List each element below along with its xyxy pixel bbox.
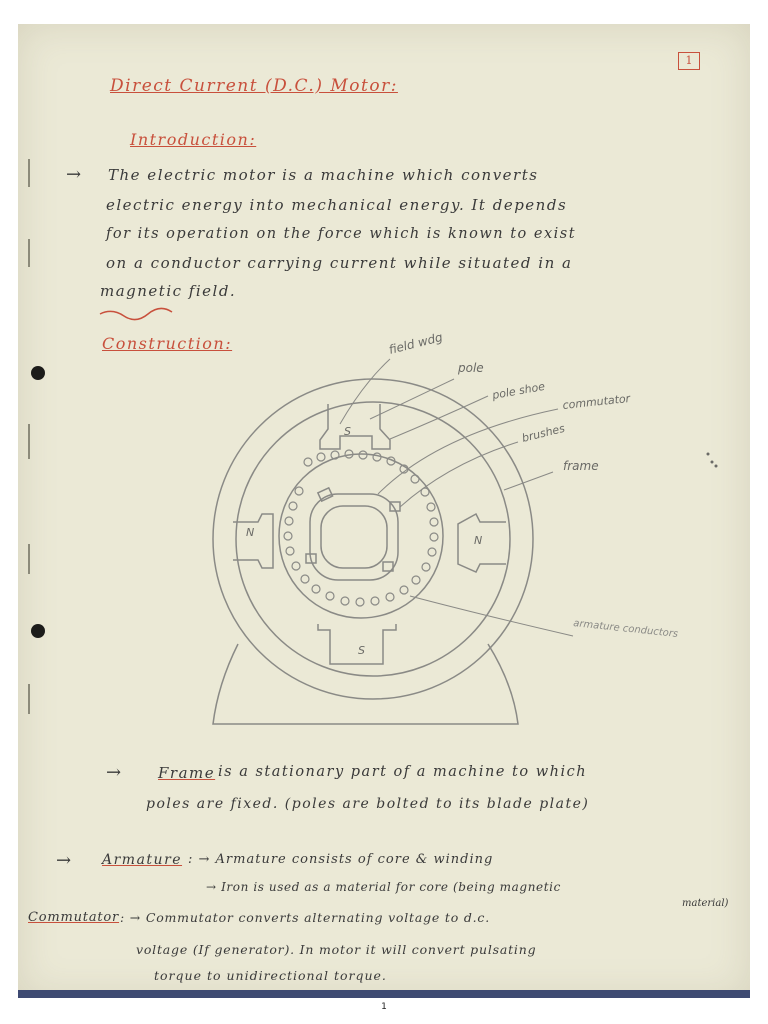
- intro-line-4: on a conductor carrying current while situated in a: [106, 254, 573, 272]
- pole-s-top-label: S: [344, 425, 351, 438]
- pole-left: [233, 514, 273, 568]
- intro-line-5: magnetic field.: [100, 282, 237, 300]
- frame-inner-ring: [236, 402, 510, 676]
- notebook-page: [18, 24, 750, 998]
- leader-commutator: [378, 409, 558, 494]
- leader-pole: [370, 379, 454, 419]
- leader-frame: [504, 472, 553, 490]
- intro-arrow: →: [66, 164, 83, 185]
- page-title: Direct Current (D.C.) Motor:: [110, 76, 398, 96]
- page-number-tag: 1: [678, 52, 700, 70]
- armature-term: Armature: [102, 852, 183, 868]
- frame-arrow: →: [106, 762, 123, 783]
- leader-field-winding: [340, 359, 390, 424]
- commutator-label: commutator: [561, 391, 631, 412]
- armature-arrow: →: [56, 850, 73, 871]
- field-winding-label: field wdg: [387, 330, 445, 357]
- armature-line-1: : → Armature consists of core & winding: [188, 852, 494, 867]
- intro-line-3: for its operation on the force which is known to exist: [106, 226, 577, 242]
- frame-term: Frame: [158, 764, 216, 782]
- commutator-ring: [310, 494, 398, 580]
- intro-line-1: The electric motor is a machine which converts: [108, 166, 539, 184]
- frame-outer-ring: [213, 379, 533, 699]
- motor-base: [213, 644, 518, 724]
- pole-top: [320, 404, 390, 449]
- brushes-label: brushes: [520, 421, 567, 445]
- leader-armature-conductors: [410, 596, 573, 636]
- footer-page-number: 1: [381, 1002, 387, 1012]
- frame-line-1: is a stationary part of a machine to which: [218, 764, 588, 780]
- introduction-heading: Introduction:: [130, 130, 257, 149]
- commutator-line-3: torque to unidirectional torque.: [154, 968, 387, 983]
- armature-line-3: material): [682, 898, 729, 909]
- pole-label: pole: [458, 361, 484, 375]
- construction-heading: Construction:: [102, 334, 233, 353]
- frame-label: frame: [563, 459, 599, 473]
- armature-conductors-label: armature conductors: [572, 618, 679, 640]
- commutator-line-1: : → Commutator converts alternating voltage to d.c.: [120, 910, 490, 925]
- scan-bottom-edge: [18, 990, 750, 998]
- pole-shoe-label: pole shoe: [491, 379, 546, 402]
- pole-n-left-label: N: [246, 526, 255, 539]
- pole-n-right-label: N: [474, 534, 483, 547]
- pole-s-bottom-label: S: [358, 644, 365, 657]
- commutator-line-2: voltage (If generator). In motor it will convert pulsating: [136, 942, 537, 957]
- pencil-dot: [715, 465, 718, 468]
- frame-line-2: poles are fixed. (poles are bolted to its blade plate): [146, 796, 590, 812]
- armature-line-2: → Iron is used as a material for core (being magnetic: [206, 880, 561, 894]
- commutator-term: Commutator: [28, 910, 120, 925]
- pole-bottom: [318, 624, 396, 664]
- red-squiggle-mark: [98, 306, 198, 322]
- commutator-inner: [321, 506, 387, 568]
- pencil-dot: [711, 461, 714, 464]
- leader-brushes: [400, 442, 518, 507]
- pencil-dot: [707, 453, 710, 456]
- intro-line-2: electric energy into mechanical energy. It depends: [106, 196, 568, 214]
